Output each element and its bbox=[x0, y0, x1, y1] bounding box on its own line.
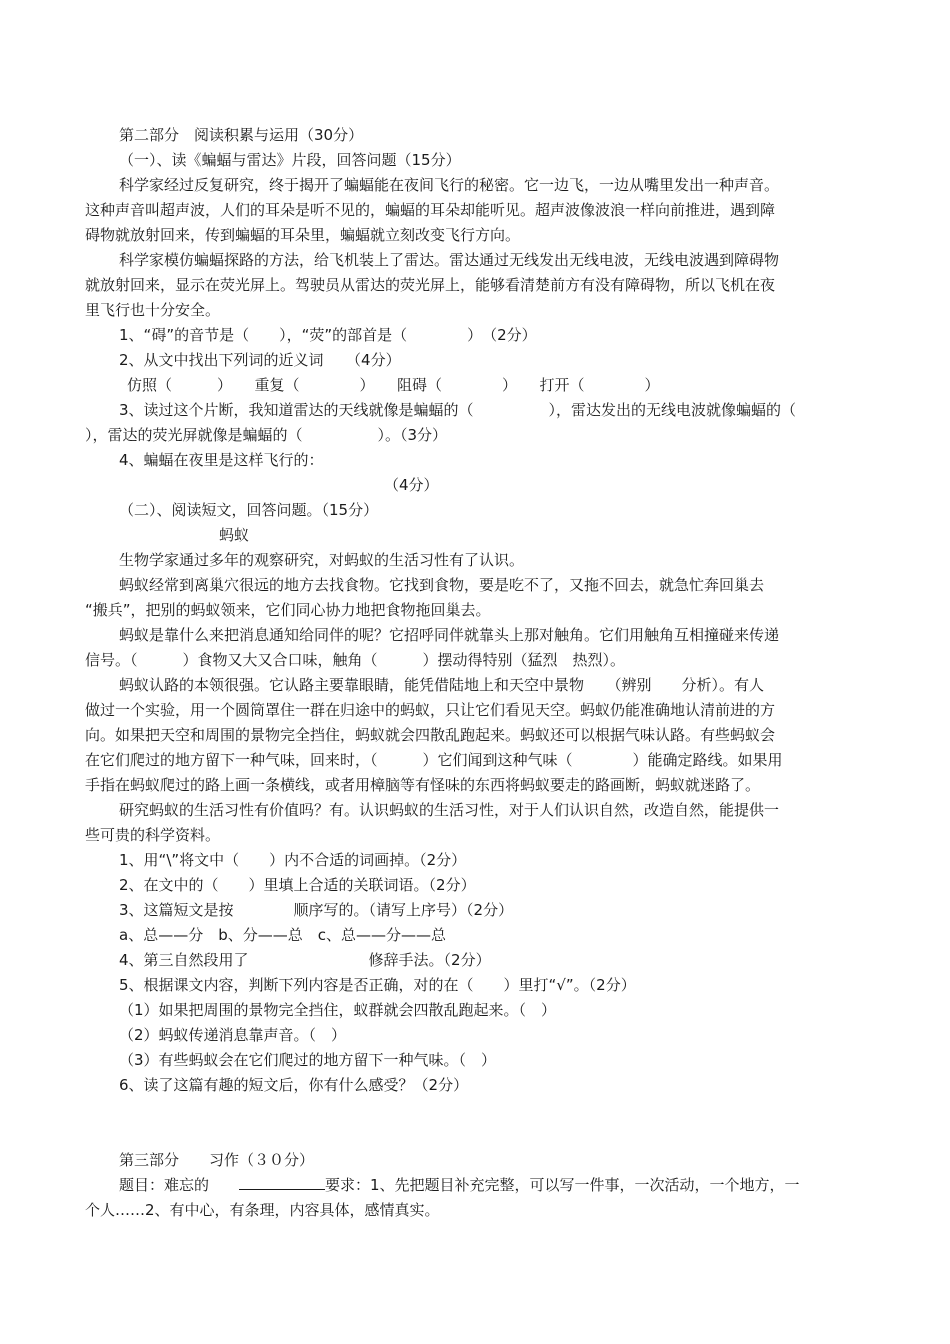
question3-line1: 3、读过这个片断，我知道雷达的天线就像是蝙蝠的（ ），雷达发出的无线电波就像蝙蝠的（ bbox=[119, 401, 797, 419]
article-para4-line4: 在它们爬过的地方留下一种气味，回来时，（ ）它们闻到这种气味（ ）能确定路线。如果用 bbox=[85, 751, 783, 769]
b-question5-item2: （2）蚂蚁传递消息靠声音。（ ） bbox=[119, 1026, 347, 1044]
article-para1: 生物学家通过多年的观察研究，对蚂蚁的生活习性有了认识。 bbox=[119, 551, 525, 569]
passage1-para2-line3: 里飞行也十分安全。 bbox=[85, 301, 221, 319]
section2-title: （二）、阅读短文，回答问题。（15分） bbox=[119, 501, 379, 519]
topic-prefix: 题目：难忘的 bbox=[119, 1176, 240, 1194]
question2-words: 仿照（ ） 重复（ ） 阻碍（ ） 打开（ ） bbox=[127, 376, 660, 394]
article-para4-line2: 做过一个实验，用一个圆筒罩住一群在归途中的蚂蚁，只让它们看见天空。蚂蚁仍能准确地认清前进的方 bbox=[85, 701, 776, 719]
article-title: 蚂蚁 bbox=[219, 526, 250, 544]
article-para5-line2: 些可贵的科学资料。 bbox=[85, 826, 221, 844]
passage1-para1-line1: 科学家经过反复研究，终于揭开了蝙蝠能在夜间飞行的秘密。它一边飞，一边从嘴里发出一种声音。 bbox=[119, 176, 780, 194]
article-para2-line2: “搬兵”，把别的蚂蚁领来，它们同心协力地把食物拖回巢去。 bbox=[85, 601, 491, 619]
article-para4-line3: 向。如果把天空和周围的景物完全挡住，蚂蚁就会四散乱跑起来。蚂蚁还可以根据气味认路。有些蚂蚁会 bbox=[85, 726, 776, 744]
passage1-para1-line2: 这种声音叫超声波，人们的耳朵是听不见的，蝙蝠的耳朵却能听见。超声波像波浪一样向前推进，遇到障 bbox=[85, 201, 776, 219]
question4-score: （4分） bbox=[384, 476, 439, 494]
article-para3-line1: 蚂蚁是靠什么来把消息通知给同伴的呢？它招呼同伴就靠头上那对触角。它们用触角互相撞碰来传递 bbox=[119, 626, 780, 644]
question4: 4、蝙蝠在夜里是这样飞行的： bbox=[119, 451, 324, 469]
article-para4-line1: 蚂蚁认路的本领很强。它认路主要靠眼睛，能凭借陆地上和天空中景物 （辨别 分析）。有人 bbox=[119, 676, 765, 694]
b-question4: 4、第三自然段用了 修辞手法。（2分） bbox=[119, 951, 491, 969]
passage1-para1-line3: 碍物就放射回来，传到蝙蝠的耳朵里，蝙蝠就立刻改变飞行方向。 bbox=[85, 226, 521, 244]
part3-title: 第三部分 习作（３０分） bbox=[119, 1151, 315, 1169]
part3-topic-line1 bbox=[119, 1173, 863, 1198]
article-para4-line5: 手指在蚂蚁爬过的路上画一条横线，或者用樟脑等有怪味的东西将蚂蚁要走的路画断，蚂蚁就迷路了。 bbox=[85, 776, 761, 794]
part2-title: 第二部分 阅读积累与运用（30分） bbox=[119, 126, 364, 144]
b-question1: 1、用“\”将文中（ ）内不合适的词画掉。（2分） bbox=[119, 851, 467, 869]
topic-suffix: 要求：1、先把题目补充完整，可以写一件事，一次活动，一个地方，一 bbox=[325, 1176, 800, 1194]
question1: 1、“碍”的音节是（ ），“荧”的部首是（ ） （2分） bbox=[119, 326, 537, 344]
article-para3-line2: 信号。（ ）食物又大又合口味，触角（ ）摆动得特别（猛烈 热烈）。 bbox=[85, 651, 626, 669]
b-question3: 3、这篇短文是按 顺序写的。（请写上序号）（2分） bbox=[119, 901, 514, 919]
section1-title: （一）、读《蝙蝠与雷达》片段，回答问题（15分） bbox=[119, 151, 461, 169]
b-question3-options: a、总——分 b、分——总 c、总——分——总 bbox=[119, 926, 446, 944]
article-para2-line1: 蚂蚁经常到离巢穴很远的地方去找食物。它找到食物，要是吃不了，又拖不回去，就急忙奔回巢去 bbox=[119, 576, 765, 594]
spacer bbox=[119, 1098, 863, 1148]
article-para5-line1: 研究蚂蚁的生活习性有价值吗？有。认识蚂蚁的生活习性，对于人们认识自然，改造自然，能提供一 bbox=[119, 801, 780, 819]
b-question5-item3: （3）有些蚂蚁会在它们爬过的地方留下一种气味。（ ） bbox=[119, 1051, 497, 1069]
b-question2: 2、在文中的（ ）里填上合适的关联词语。（2分） bbox=[119, 876, 476, 894]
topic-blank[interactable] bbox=[239, 1173, 325, 1190]
b-question5-item1: （1）如果把周围的景物完全挡住，蚁群就会四散乱跑起来。（ ） bbox=[119, 1001, 557, 1019]
exam-page bbox=[85, 123, 863, 1223]
b-question6: 6、读了这篇有趣的短文后，你有什么感受？（2分） bbox=[119, 1076, 469, 1094]
part3-topic-line2: 个人……2、有中心，有条理，内容具体，感情真实。 bbox=[85, 1201, 440, 1219]
passage1-para2-line2: 就放射回来，显示在荧光屏上。驾驶员从雷达的荧光屏上，能够看清楚前方有没有障碍物，所以飞机在夜 bbox=[85, 276, 776, 294]
b-question5: 5、根据课文内容，判断下列内容是否正确，对的在（ ）里打“√”。（2分） bbox=[119, 976, 636, 994]
question2: 2、从文中找出下列词的近义词 （4分） bbox=[119, 351, 401, 369]
question3-line2: ），雷达的荧光屏就像是蝙蝠的（ ）。（3分） bbox=[85, 426, 448, 444]
passage1-para2-line1: 科学家模仿蝙蝠探路的方法，给飞机装上了雷达。雷达通过无线发出无线电波，无线电波遇到障碍物 bbox=[119, 251, 780, 269]
